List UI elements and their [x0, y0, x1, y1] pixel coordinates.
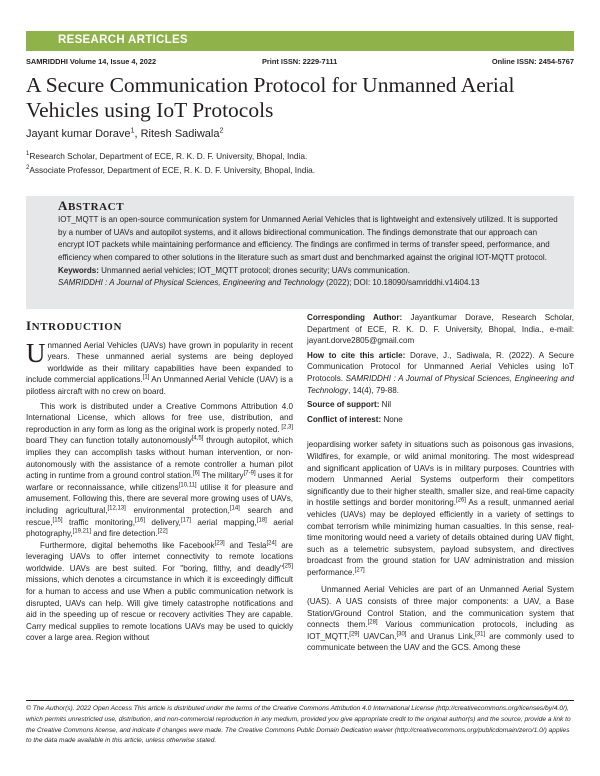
- paper-title: A Secure Communication Protocol for Unmanned Aerial Vehicles using IoT Protocols: [26, 73, 515, 122]
- heading-rest: NTRODUCTION: [31, 321, 123, 333]
- citation-ref: [29]: [349, 631, 360, 638]
- affiliation: [26, 165, 315, 175]
- journal-name: SAMRIDDHI : A Journal of Physical Sciences, Engineering and Technology: [307, 373, 574, 395]
- corresponding-author: [307, 312, 574, 347]
- citation-ref: [22]: [157, 528, 168, 535]
- text: search and rescue,: [26, 505, 293, 527]
- right-column: [307, 312, 574, 654]
- citation-ref: [14]: [229, 505, 240, 512]
- text: aerial photography,: [26, 517, 294, 539]
- text: and Uranus Link,: [406, 631, 476, 641]
- text: missions, which denotes a circumstance in which it is exceedingly difficult for a human to access and use When a public communication network is disrupted, UAVs can help. Will give timely catastrophe notifications and aid in the speeding up of rescue or recovery activities They are capable. Carry medical supplies to remote locations UAVs may be used to quickly cover a large area. Region without: [26, 575, 293, 643]
- text: The military: [199, 471, 244, 481]
- citation-ref: [6]: [192, 470, 200, 477]
- article-metadata: [307, 312, 574, 425]
- introduction-heading: [26, 320, 293, 334]
- meta-label: Conflict of interest:: [307, 414, 382, 424]
- heading-capital: I: [26, 318, 32, 333]
- citation-ref: [7-9]: [243, 470, 256, 477]
- abstract-text: IOT_MQTT is an open-source communication system for Unmanned Aerial Vehicles that is lightweight and extensively utilized. It is supported by a number of UAVs and autopilot systems, and it allows bidirectional communication. The findings demonstrate that our approach can encrypt IOT packets while maintaining performance and efficiency. The findings are confirmed in terms of transfer speed, performance, and efficiency when compared to other solutions in the literature such as smart dust and benchmarked against the original IOT-MQTT protocol.: [58, 215, 558, 262]
- text: are commonly used to communicate between the UAV and the GCS. Among these: [307, 631, 574, 653]
- intro-paragraph: [26, 540, 293, 644]
- text: UAVCan,: [359, 631, 397, 641]
- citation-ref: [24]: [266, 540, 277, 546]
- citation-ref: [27]: [354, 567, 365, 574]
- text: utilise it for pleasure and amusement. Following this, there are several more growing uses of UAVs, including agricultural,: [26, 482, 293, 515]
- affiliation: [26, 151, 307, 161]
- citation-ref: [18]: [256, 516, 267, 523]
- citation-ref: [30]: [396, 631, 407, 638]
- citation-ref: [1]: [142, 374, 150, 381]
- meta-label: Corresponding Author:: [307, 313, 403, 322]
- text: and fire detection.: [91, 529, 158, 539]
- meta-value: Dorave, J., Sadiwala, R. (2022). A Secure Communication Protocol for Unmanned Aerial Vehicles using IoT Protocols.: [307, 350, 574, 383]
- meta-value: , 14(4), 79-88.: [348, 385, 399, 395]
- text: Unmanned Aerial Vehicles are part of an Unmanned Aerial System (UAS). A UAS consists of three major components: a UAV, a Base Station/Ground Control Station, and the communication system that connects them.: [307, 585, 574, 630]
- text: are leveraging UAVs to offer internet connectivity to remote locations worldwide. UAVs are best suited. For "boring, filthy, and deadly": [26, 540, 293, 573]
- meta-value: Nil: [379, 400, 392, 410]
- body-paragraph: [307, 584, 574, 654]
- citation-ref: [31]: [475, 631, 486, 638]
- citation-ref: [10,11]: [178, 482, 197, 489]
- author-separator: ,: [134, 128, 141, 140]
- keywords: [58, 265, 558, 277]
- abstract-box: [26, 196, 574, 309]
- citation-ref: [2,3]: [279, 424, 293, 431]
- heading-capital: A: [58, 198, 68, 213]
- citation-ref: [25]: [282, 563, 293, 570]
- meta-value: None: [381, 414, 403, 424]
- citation-ref: [23]: [214, 540, 225, 546]
- journal-name: SAMRIDDHI : A Journal of Physical Sciences, Engineering and Technology: [58, 278, 324, 288]
- text: traffic monitoring,: [62, 517, 135, 527]
- text: Furthermore, digital behemoths like Facebook: [40, 540, 215, 550]
- conflict-of-interest: [307, 414, 574, 426]
- text: This work is distributed under a Creative Commons Attribution 4.0 International License, which allows for free use, distribution, and reproduction in any form as long as the original work is properly noted.: [26, 401, 293, 434]
- citation-ref: [28]: [367, 619, 378, 626]
- text: delivery,: [145, 517, 181, 527]
- citation-ref: [17]: [180, 516, 191, 523]
- heading-rest: BSTRACT: [68, 201, 125, 213]
- text: jeopardising worker safety in situations such as poisonous gas invasions, Wildfires, for example, or wild animal monitoring. The most widespread and significant application of UAVs is in military purposes. Countries with modern Unmanned Aerial Systems outperform their competitors significantly due to their higher stealth, smaller size, and real-time capacity in hostile settings and border monitoring.: [307, 440, 574, 508]
- text: through autopilot, which implies they can accomplish tasks without human intervention, or non-autonomously with the assistance of a remote controller a human pilot acting in runtime from a ground control station.: [26, 436, 293, 481]
- text: aerial mapping,: [190, 517, 257, 527]
- license-footer: © The Author(s). 2022 Open Access This article is distributed under the terms of the Creative Commons Attribution 4.0 International License (http://creativecommons.org/licenses/by/4.0/), which permits unrestricted use, distribution, and non-commercial reproduction in any medium, provided you give appropriate credit to the original author(s) and the source, provide a link to the Creative Commons license, and indicate if changes were made. The Creative Commons Public Domain Dedication waiver (http://creativecommons.org/publicdomain/zero/1.0/) applies to the data made available in this article, unless otherwise stated.: [26, 705, 571, 745]
- text: environmental protection,: [125, 505, 230, 515]
- drop-cap: U: [26, 337, 46, 368]
- intro-paragraph: [26, 401, 293, 540]
- keywords-list: Unmanned aerial vehicles; IOT_MQTT protocol; drones security; UAVs communication.: [98, 266, 410, 276]
- text: nmanned Aerial Vehicles (UAVs) have grown in popularity in recent years. These unmanned aerial systems are being deployed worldwide as their military capabilities have been expanded to include commercial applications.: [26, 340, 293, 385]
- text: Various communication protocols, including as IOT_MQTT,: [307, 620, 575, 641]
- source-of-support: [307, 399, 574, 411]
- text: As a result, unmanned aerial vehicles (UAVs) may be deployed efficiently in a variety of settings to combat terrorism while minimizing human casualties. In this sense, real-time monitoring would need a variety of details obtained during UAV flight, such as a telemetric subsystem, payload subsystem, and directives broadcast from the ground station for UAV administration and mission performance.: [307, 498, 574, 577]
- meta-label: How to cite this article:: [307, 350, 406, 360]
- abstract-heading: [58, 200, 558, 213]
- affiliation-text: Associate Professor, Department of ECE, R. K. D. F. University, Bhopal, India.: [29, 165, 316, 175]
- left-column: [26, 320, 293, 644]
- citation-ref: [15]: [52, 516, 63, 523]
- journal-citation: [58, 277, 558, 289]
- meta-label: Source of support:: [307, 400, 380, 410]
- author-name: Jayant kumar Dorave: [26, 128, 131, 140]
- text: board They can function totally autonomously: [26, 436, 192, 446]
- author-list: [26, 128, 223, 140]
- keywords-label: Keywords:: [58, 266, 99, 276]
- author-name: Ritesh Sadiwala: [140, 128, 220, 140]
- text: An Unmanned Aerial Vehicle (UAV) is a pilotless aircraft with no crew on board.: [26, 375, 293, 396]
- affiliation-number: 2: [26, 165, 30, 172]
- citation-ref: [26]: [455, 497, 466, 504]
- footer-divider: [26, 700, 574, 701]
- author-affil-ref: 1: [130, 127, 135, 135]
- body-paragraph: [307, 439, 574, 578]
- citation-ref: [4,5]: [191, 435, 204, 442]
- text: and Tesla: [224, 540, 267, 550]
- citation-ref: [19,21]: [72, 528, 92, 535]
- author-affil-ref: 2: [219, 127, 224, 135]
- how-to-cite: [307, 350, 574, 396]
- section-banner: RESEARCH ARTICLES: [26, 31, 574, 51]
- print-issn: Print ISSN: 2229-7111: [262, 57, 338, 66]
- meta-value: Jayantkumar Dorave, Research Scholar, Department of ECE, R. K. D. F. University, Bhopal, India., e-mail: jayant.dorve2805@gmail.com: [307, 313, 574, 346]
- journal-volume: SAMRIDDHI Volume 14, Issue 4, 2022: [26, 57, 157, 66]
- doi-line: (2022); DOI: 10.18090/samriddhi.v14i04.13: [323, 278, 480, 288]
- text: uses it for warfare or reconnaissance, while citizens: [26, 471, 293, 492]
- citation-ref: [16]: [135, 516, 146, 523]
- affiliation-number: 1: [26, 151, 30, 158]
- affiliation-text: Research Scholar, Department of ECE, R. K. D. F. University, Bhopal, India.: [29, 151, 308, 161]
- citation-ref: [12,13]: [107, 505, 126, 512]
- intro-paragraph: [26, 337, 293, 398]
- online-issn: Online ISSN: 2454-5767: [491, 57, 574, 66]
